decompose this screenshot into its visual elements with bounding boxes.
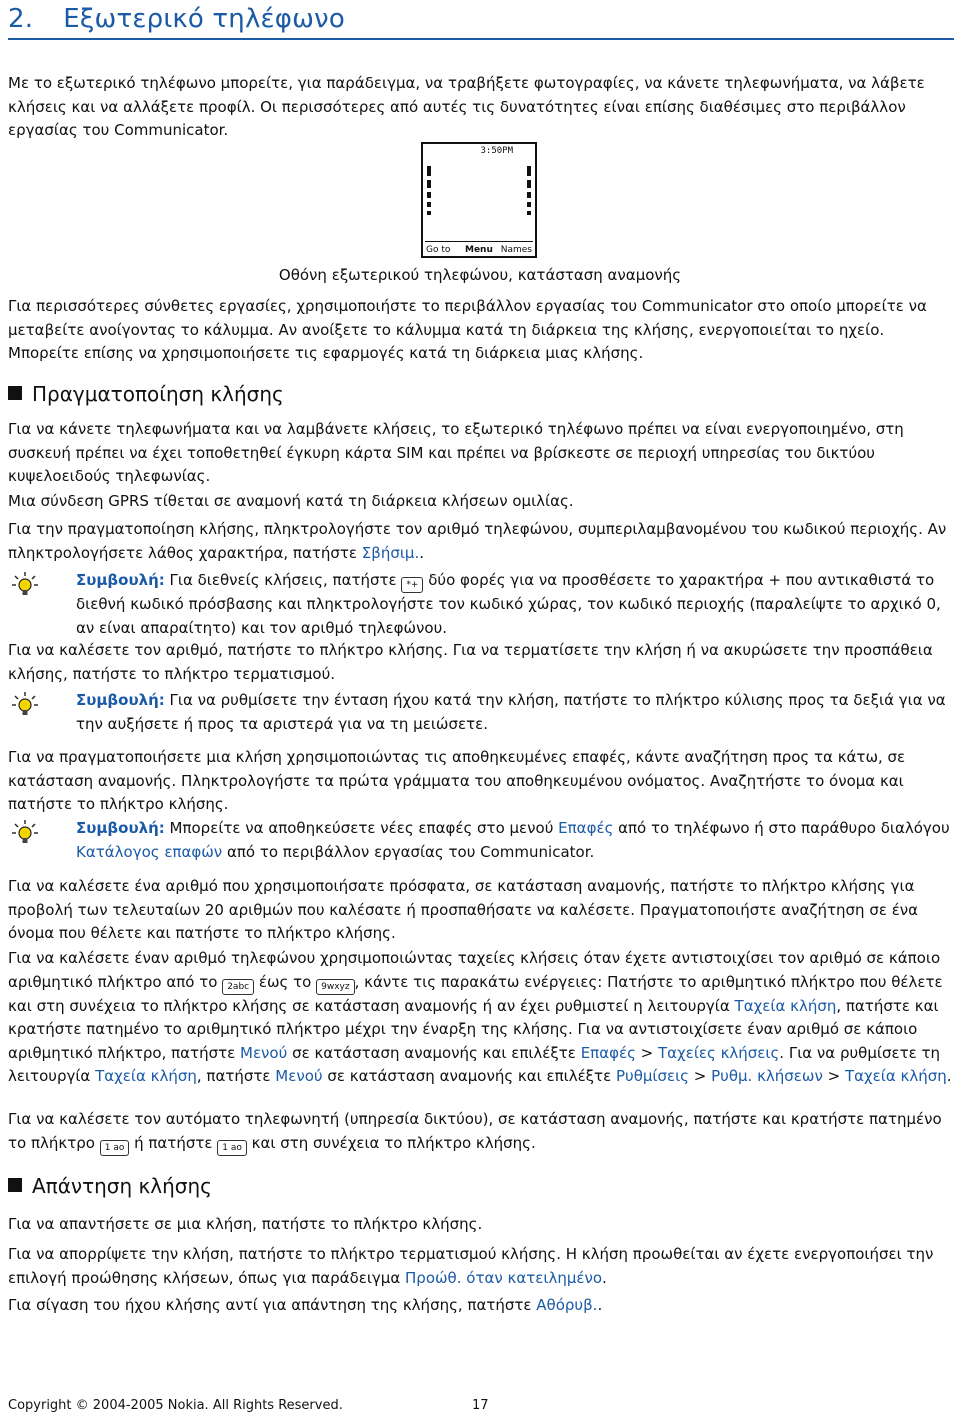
chapter-heading — [8, 4, 345, 34]
speed-dial-link[interactable]: Ταχεία κλήση — [734, 996, 837, 1015]
tip-label: Συμβουλή: — [76, 571, 165, 589]
chapter-number: 2. — [8, 4, 34, 34]
text: Για να καλέσετε έναν αριθμό τηλεφώνου χρησιμοποιώντας ταχείες κλήσεις όταν έχετε αντιστοιχίσει τον αριθμό σε κάποιο αριθμητικό πλήκτρο από το — [8, 949, 941, 991]
intro-paragraph: Με το εξωτερικό τηλέφωνο μπορείτε, για παράδειγμα, να τραβήξετε φωτογραφίες, να κάνετε τηλεφωνήματα, να λάβετε κλήσεις και να αλλάξετε προφίλ. Οι περισσότερες από αυτές τις δυνατότητες είναι επίσης διαθέσιμες στο περιβάλλον εργασίας του Communicator. — [8, 74, 925, 139]
tip-paragraph — [76, 689, 954, 736]
signal-bar — [427, 211, 431, 215]
text: δύο φορές για να προσθέσετε το χαρακτήρα + που αντικαθιστά το διεθνή κωδικό πρόσβασης και πληκτρολογήστε τον κωδικό χώρας, τον κωδικό περιοχής (παραλείψτε το αρχικό 0, αν είναι απαραίτητο) και τον αριθμό τηλεφώνου. — [76, 571, 941, 637]
paragraph: Για να κάνετε τηλεφωνήματα και να λαμβάνετε κλήσεις, το εξωτερικό τηλέφωνο πρέπει να είναι ενεργοποιημένο, στη συσκευή πρέπει να έχει τοποθετηθεί έγκυρη κάρτα SIM και πρέπει να βρίσκεστε σε περιοχή υπηρεσίας του δικτύου κυψελοειδούς τηλεφωνίας. — [8, 420, 904, 485]
paragraph: Για να καλέσετε τον αριθμό, πατήστε το πλήκτρο κλήσης. Για να τερματίσετε την κλήση ή να ακυρώσετε την προσπάθεια κλήσης, πατήστε το πλήκτρο τερματισμού. — [8, 641, 933, 683]
signal-bar — [427, 202, 431, 207]
text: . — [602, 1268, 607, 1287]
lightbulb-icon — [10, 818, 40, 848]
text: > — [688, 1067, 712, 1085]
paragraph — [8, 1243, 954, 1290]
contacts-link[interactable]: Επαφές — [580, 1043, 636, 1062]
signal-bar — [427, 192, 431, 198]
paragraph: Για να πραγματοποιήσετε μια κλήση χρησιμοποιώντας τις αποθηκευμένες επαφές, κάντε αναζήτηση προς τα κάτω, σε κατάσταση αναμονής. Πληκτρολογήστε τα πρώτα γράμματα του αποθηκευμένου ονόματος. Αναζητήστε το όνομα και πατήστε το πλήκτρο κλήσης. — [8, 748, 906, 813]
lightbulb-icon — [10, 570, 40, 600]
speed-dial-link[interactable]: Ταχεία κλήση — [95, 1067, 197, 1085]
menu-link[interactable]: Μενού — [240, 1043, 288, 1062]
softkey-divider — [425, 241, 533, 242]
lightbulb-icon — [10, 690, 40, 720]
speed-dial-link[interactable]: Ταχεία κλήση — [844, 1067, 947, 1085]
call-settings-link[interactable]: Ρυθμ. κλήσεων — [711, 1067, 823, 1085]
section-square-icon — [8, 386, 22, 400]
text: Μπορείτε να αποθηκεύσετε νέες επαφές στο μενού — [164, 819, 559, 837]
complex-tasks-paragraph: Για περισσότερες σύνθετες εργασίες, χρησιμοποιήστε το περιβάλλον εργασίας του Communicator στο οποίο μπορείτε να μεταβείτε ανοίγοντας το κάλυμμα. Αν ανοίξετε το κάλυμμα κατά τη διάρκεια της κλήσης, ενεργοποιείται το ηχείο. Μπορείτε επίσης να χρησιμοποιήσετε τις εφαρμογές κατά τη διάρκεια μιας κλήσης. — [8, 297, 927, 362]
text: > — [822, 1067, 845, 1085]
settings-link[interactable]: Ρυθμίσεις — [615, 1067, 689, 1085]
section-square-icon — [8, 1178, 22, 1192]
battery-bar — [527, 166, 531, 176]
text: . — [597, 1296, 603, 1314]
text: > — [635, 1043, 658, 1062]
text: , πατήστε και κρατήστε πατημένο το αριθμητικό πλήκτρο μέχρι την έναρξη της κλήσης. Για να αντιστοιχίσετε έναν αριθμό σε κάποιο αριθμητικό πλήκτρο, πατήστε — [8, 996, 939, 1062]
key-2abc-icon: 2abc — [222, 979, 254, 995]
key-9wxyz-icon: 9wxyz — [316, 979, 354, 995]
key-1-icon: 1 ao — [100, 1140, 130, 1156]
contact-directory-link[interactable]: Κατάλογος επαφών — [76, 842, 223, 861]
phone-screen-illustration — [421, 142, 537, 258]
voicemail-paragraph — [8, 1108, 954, 1156]
text: από το τηλέφωνο ή στο παράθυρο διαλόγου — [613, 819, 950, 837]
signal-bar — [427, 166, 431, 176]
section-heading-make-call — [8, 382, 284, 406]
delete-link[interactable]: Σβήσιμ. — [361, 543, 420, 562]
copyright-footer: Copyright © 2004-2005 Nokia. All Rights Reserved. — [8, 1398, 343, 1413]
text: ή πατήστε — [129, 1133, 218, 1152]
section-heading-answer-call — [8, 1174, 212, 1198]
text: , κάντε τις παρακάτω ενέργειες: Πατήστε το αριθμητικό πλήκτρο που θέλετε και στη συνέχεια το πλήκτρο κλήσης σε κατάσταση αναμονής ή αν έχει ρυθμιστεί η λειτουργία — [8, 972, 943, 1015]
text: . — [419, 543, 425, 562]
text: . — [946, 1067, 952, 1085]
text: Για την πραγματοποίηση κλήσης, πληκτρολογήστε τον αριθμό τηλεφώνου, συμπεριλαμβανομένου του κωδικού περιοχής. Αν πληκτρολογήσετε λάθος χαρακτήρα, πατήστε — [8, 520, 947, 562]
text: Για σίγαση του ήχου κλήσης αντί για απάντηση της κλήσης, πατήστε — [8, 1296, 537, 1314]
chapter-title: Εξωτερικό τηλέφωνο — [63, 4, 345, 34]
battery-bar — [527, 211, 531, 215]
tip-paragraph — [76, 569, 954, 640]
forward-when-busy-link[interactable]: Προώθ. όταν κατειλημένο — [405, 1268, 603, 1287]
phone-clock: 3:50PM — [480, 146, 513, 156]
key-1-icon: 1 ao — [217, 1140, 247, 1156]
star-plus-key-icon: *+ — [401, 577, 423, 593]
battery-bar — [527, 180, 531, 188]
text: , πατήστε — [196, 1067, 276, 1085]
paragraph: Για να απαντήσετε σε μια κλήση, πατήστε το πλήκτρο κλήσης. — [8, 1215, 483, 1233]
speed-dial-paragraph — [8, 947, 954, 1089]
text: Για διεθνείς κλήσεις, πατήστε — [164, 571, 402, 589]
text: σε κατάσταση αναμονής και επιλέξτε — [322, 1067, 616, 1085]
text: Για να ρυθμίσετε την ένταση ήχου κατά την κλήση, πατήστε το πλήκτρο κύλισης προς τα δεξιά για να την αυξήσετε ή προς τα αριστερά για να τη μειώσετε. — [76, 691, 946, 733]
contacts-link[interactable]: Επαφές — [558, 819, 614, 837]
battery-bar — [527, 192, 531, 198]
section-title: Πραγματοποίηση κλήσης — [32, 382, 284, 406]
paragraph — [8, 1294, 954, 1318]
text: σε κατάσταση αναμονής και επιλέξτε — [287, 1043, 581, 1062]
text: έως το — [254, 972, 317, 991]
figure-caption: Οθόνη εξωτερικού τηλεφώνου, κατάσταση αναμονής — [278, 266, 682, 284]
text: και στη συνέχεια το πλήκτρο κλήσης. — [246, 1133, 536, 1152]
battery-bar — [527, 202, 531, 207]
tip-paragraph — [76, 817, 954, 864]
text: Για να απορρίψετε την κλήση, πατήστε το πλήκτρο τερματισμού κλήσης. Η κλήση προωθείται αν έχετε ενεργοποιήσει την επιλογή προώθησης κλήσεων, όπως για παράδειγμα — [8, 1245, 934, 1287]
paragraph — [8, 518, 954, 565]
text: Για να καλέσετε τον αυτόματο τηλεφωνητή (υπηρεσία δικτύου), σε κατάσταση αναμονής, πατήστε και κρατήστε πατημένο το πλήκτρο — [8, 1110, 942, 1152]
softkey-right: Names — [500, 245, 532, 255]
paragraph: Μια σύνδεση GPRS τίθεται σε αναμονή κατά τη διάρκεια κλήσεων ομιλίας. — [8, 492, 574, 510]
speed-dials-link[interactable]: Ταχείες κλήσεις — [658, 1043, 780, 1062]
menu-link[interactable]: Μενού — [275, 1067, 323, 1085]
tip-label: Συμβουλή: — [76, 691, 165, 709]
text: από το περιβάλλον εργασίας του Communicator. — [222, 842, 595, 861]
tip-label: Συμβουλή: — [76, 819, 165, 837]
section-title: Απάντηση κλήσης — [32, 1174, 212, 1198]
heading-rule — [8, 38, 954, 40]
softkey-left: Go to — [426, 245, 451, 255]
paragraph: Για να καλέσετε ένα αριθμό που χρησιμοποιήσατε πρόσφατα, σε κατάσταση αναμονής, πατήστε το πλήκτρο κλήσης για προβολή των τελευταίων 20 αριθμών που καλέσατε ή προσπαθήσατε να καλέσετε. Πραγματοποιήστε αναζήτηση σε ένα όνομα που θέλετε και πατήστε το πλήκτρο κλήσης. — [8, 877, 919, 942]
softkey-center: Menu — [465, 245, 493, 255]
page-number: 17 — [472, 1398, 489, 1413]
signal-bar — [427, 180, 431, 188]
silence-link[interactable]: Αθόρυβ. — [536, 1296, 598, 1314]
text: . Για να ρυθμίσετε τη λειτουργία — [8, 1043, 941, 1085]
